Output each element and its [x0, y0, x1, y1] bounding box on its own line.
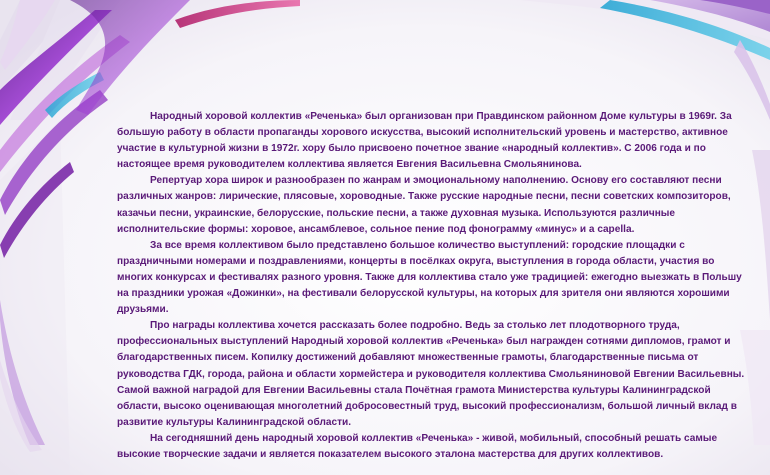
paragraph-performances: За все время коллективом было представлено большое количество выступлений: городские площадки с праздничными номерами и поздравлениями, концерты в посёлках округа, выступления в города области, участия во многих конкурсах и фестивалях разного уровня. Также для коллектива стало уже традицией: ежегодно выезжать в Польшу на праздники урожая «Дожинки», на фестивали белорусской культуры, на которых для зрителя они являются хорошими друзьями.: [117, 239, 742, 316]
paragraph-history: Народный хоровой коллектив «Реченька» был организован при Правдинском районном Доме культуры в 1969г. За большую работу в области пропаганды хорового искусства, высокий исполнительский уровень и мастерство, активное участие в культурной жизни в 1972г. хору было присвоено почетное звание «народный коллектив». С 2006 года и по настоящее время руководителем коллектива является Евгения Васильевна Смольянинова.: [117, 111, 732, 171]
document-body: [117, 109, 747, 463]
paragraph-present-day: На сегодняшний день народный хоровой коллектив «Реченька» - живой, мобильный, способный решать самые высокие творческие задачи и является показателем высокого эталона мастерства для других коллективов.: [117, 432, 718, 460]
paragraph-awards: Про награды коллектива хочется рассказать более подробно. Ведь за столько лет плодотворного труда, профессиональных выступлений Народный хоровой коллектив «Реченька» был награжден сотнями дипломов, грамот и благодарственных писем. Копилку достижений добавляют множественные грамоты, благодарственные письма от руководства ГДК, города, района и области хормейстера и руководителя коллектива Смольяниновой Евгении Васильевны. Самой важной наградой для Евгении Васильевны стала Почётная грамота Министерства культуры Калининградской области, высоко оценивающая многолетний добросовестный труд, высокий профессионализм, большой личный вклад в развитие культуры Калининградской области.: [117, 320, 745, 428]
paragraph-repertoire: Репертуар хора широк и разнообразен по жанрам и эмоциональному наполнению. Основу его составляют песни различных жанров: лирические, плясовые, хороводные. Также русские народные песни, песни советских композиторов, казачьи песни, украинские, белорусские, польские песни, а также духовная музыка. Используются различные исполнительские формы: хоровое, ансамблевое, сольное пение под фонограмму «минус» и a capella.: [117, 175, 731, 235]
